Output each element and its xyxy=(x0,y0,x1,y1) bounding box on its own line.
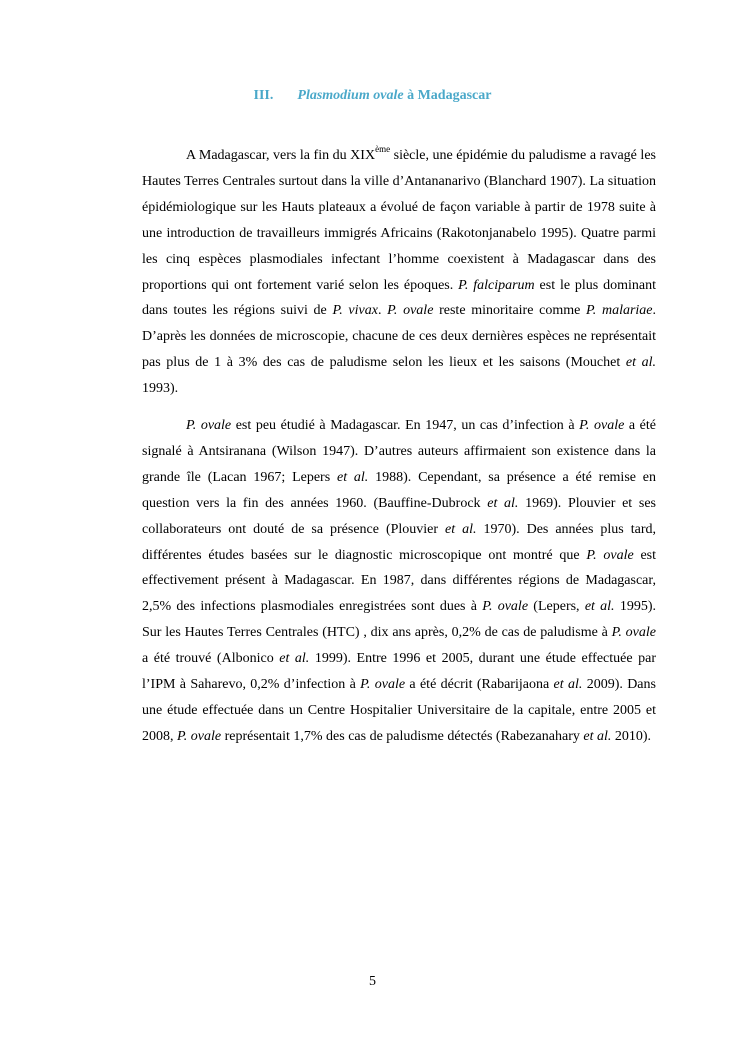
superscript-eme: ème xyxy=(375,144,391,154)
text-run: 2010). xyxy=(611,728,652,744)
text-run: est effectivement présent à Madagascar. En 1987, dans différentes régions de Madagascar, 2,5% des infections plasmodiales enregistrées sont dues à xyxy=(142,547,656,615)
citation-etal: et al. xyxy=(625,355,657,371)
species-name: P. ovale xyxy=(482,599,529,615)
text-run: représentait 1,7% des cas de paludisme détectés (Rabezanahary xyxy=(221,728,584,744)
text-run: 1995). Sur les Hautes Terres Centrales (HTC) , dix ans après, 0,2% de cas de paludisme à xyxy=(142,599,656,641)
text-run: est le plus dominant dans toutes les régions suivi de xyxy=(142,277,656,319)
species-name: P. vivax xyxy=(332,303,378,319)
species-name: P. malariae xyxy=(586,303,653,319)
section-number: III. xyxy=(253,88,274,103)
species-name: P. ovale xyxy=(387,303,434,319)
species-name: P. ovale xyxy=(579,418,625,433)
citation-etal: et al. xyxy=(279,651,310,667)
section-heading xyxy=(0,88,745,104)
text-run: 1988). Cependant, sa présence a été remise en question vers la fin des années 1960. (Bauffine-Dubrock xyxy=(142,469,657,511)
paragraph-ovale-studies xyxy=(142,413,656,750)
text-run: . D’après les données de microscopie, chacune de ces deux dernières espèces ne représentait pas plus de 1 à 3% des cas de paludisme selon les lieux et les saisons (Mouchet xyxy=(142,303,657,371)
section-title-species: Plasmodium ovale xyxy=(297,88,404,103)
text-run: 1993). xyxy=(142,381,179,397)
citation-etal: et al. xyxy=(553,677,583,693)
text-run: reste minoritaire comme xyxy=(433,303,587,319)
text-run: siècle, une épidémie du paludisme a ravagé les Hautes Terres Centrales surtout dans la ville d’Antananarivo (Blanchard 1907). La situation épidémiologique sur les Hauts plateaux a évolué de façon variable à partir de 1978 suite à une introduction de travailleurs immigrés Africains (Rakotonjanabelo 1995). Quatre parmi les cinq espèces plasmodiales infectant l’homme coexistent à Madagascar dans des proportions qui ont fortement varié selon les époques. xyxy=(142,148,656,293)
citation-etal: et al. xyxy=(336,469,369,485)
section-title-rest: à Madagascar xyxy=(403,88,492,103)
paragraph-history xyxy=(142,143,656,402)
species-name: P. ovale xyxy=(611,625,657,641)
species-name: P. ovale xyxy=(586,547,634,563)
text-run: a été décrit (Rabarijaona xyxy=(405,677,554,693)
species-name: P. falciparum xyxy=(458,277,535,293)
page-number: 5 xyxy=(369,974,376,989)
text-run: 1969). Plouvier et ses collaborateurs ont douté de sa présence (Plouvier xyxy=(142,495,656,537)
text-run: 1970). Des années plus tard, différentes études basées sur le diagnostic microscopique ont montré que xyxy=(142,521,656,563)
text-run: a été trouvé (Albonico xyxy=(142,651,280,667)
text-run: 2009). Dans une étude effectuée dans un Centre Hospitalier Universitaire de la capitale, entre 2005 et 2008, xyxy=(142,677,656,744)
text-run: a été signalé à Antsiranana (Wilson 1947). D’autres auteurs affirmaient son existence dans la grande île (Lacan 1967; Lepers xyxy=(142,418,656,485)
citation-etal: et al. xyxy=(583,728,612,744)
text-run: 1999). Entre 1996 et 2005, durant une étude effectuée par l’IPM à Saharevo, 0,2% d’infection à xyxy=(142,651,656,693)
text-run: (Lepers, xyxy=(528,599,585,615)
species-name: P. ovale xyxy=(360,677,406,693)
species-name: P. ovale xyxy=(177,728,222,744)
citation-etal: et al. xyxy=(445,521,477,537)
text-run: . xyxy=(377,303,388,319)
species-name: P. ovale xyxy=(186,418,232,433)
citation-etal: et al. xyxy=(487,495,519,511)
text-run: A Madagascar, vers la fin du XIX xyxy=(186,148,376,163)
text-run: est peu étudié à Madagascar. En 1947, un cas d’infection à xyxy=(231,418,580,433)
citation-etal: et al. xyxy=(584,599,615,615)
